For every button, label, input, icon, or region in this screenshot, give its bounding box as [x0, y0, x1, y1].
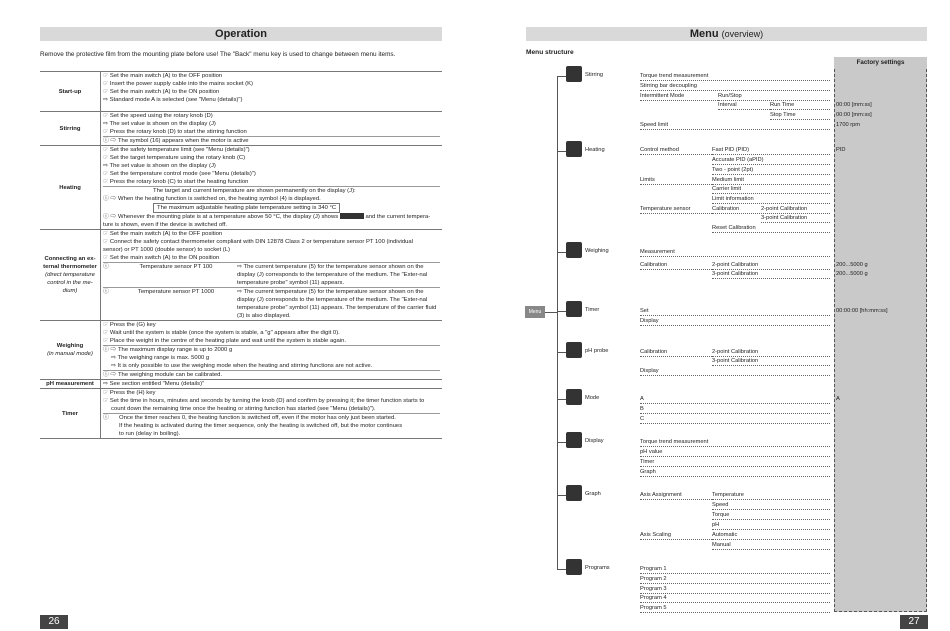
menu-item-label: Program 4 [640, 595, 667, 601]
menu-item[interactable] [640, 576, 830, 584]
menu-group-label[interactable]: pH probe [585, 348, 609, 354]
table-row [40, 146, 442, 230]
row-head: pH measurement [40, 380, 101, 389]
menu-item[interactable] [640, 122, 830, 130]
instruction-line: ☞ Set the main switch (A) to the OFF position [103, 73, 223, 79]
instruction-line: ☞ Set the speed using the rotary knob (D) [103, 113, 213, 119]
instruction-line: ☞ Set the time in hours, minutes and seconds by turning the knob (D) and confirm by pressing it; the timer function starts to [103, 398, 425, 404]
mode-icon [566, 389, 582, 405]
menu-item[interactable] [640, 439, 830, 447]
info-note: to run (delay in boiling). [119, 431, 181, 437]
menu-item-label: Torque [712, 512, 730, 518]
page-title: Operation [215, 28, 267, 40]
instruction-line: ☞ Set the temperature control mode (see "Menu (details)") [103, 171, 256, 177]
menu-item-label: Axis Scaling [640, 532, 671, 538]
menu-item-label: Run/Stop [718, 93, 742, 99]
row-head-title: Connecting an ex-ternal thermometer [43, 256, 97, 270]
heating-icon [566, 141, 582, 157]
menu-item-label: Measurement [640, 249, 675, 255]
instruction-line: ☞ Place the weight in the centre of the heating plate and wait until the system is stable again. [103, 338, 347, 344]
instruction-line: ⇨ The set value is shown on the display (J) [103, 163, 216, 169]
sensor-text: ⇨ The current temperature (5) for the temperature sensor shown on the display (J) corresponds to the temperature of the medium. The "Exter-nal temperature probe" symbol (11) appears. [237, 264, 428, 286]
menu-item-label: Program 2 [640, 576, 667, 582]
factory-settings-header: Factory settings [834, 57, 927, 69]
menu-item[interactable] [712, 532, 830, 540]
info-note: ⇨ The weighing range is max. 5000 g [111, 355, 210, 361]
menu-item-label: Two - point (2pt) [712, 167, 754, 173]
menu-item-label: Program 1 [640, 566, 667, 572]
menu-item[interactable] [712, 167, 830, 175]
menu-item[interactable] [712, 196, 830, 204]
menu-item-label: Limit information [712, 196, 754, 202]
menu-item-label: Manual [712, 542, 731, 548]
menu-item[interactable] [640, 469, 830, 477]
row-head-sub: (direct temperature control in the me-dium) [45, 272, 95, 294]
info-note: ⓘ ⇨ The maximum display range is up to 2000 g [103, 345, 440, 354]
instruction-line: ☞ Connect the safety contact thermometer compliant with DIN 12878 Class 2 or temperature sensor PT 100 (individual [103, 239, 413, 245]
factory-setting-value: 00:00 [mm:ss] [836, 112, 872, 118]
factory-setting-value: 200...5000 g [836, 271, 868, 277]
menu-group-label[interactable]: Graph [585, 491, 601, 497]
menu-item-label: Stop Time [770, 112, 796, 118]
instruction-line: ☞ Set the safety temperature limit (see "Menu (details)") [103, 147, 250, 153]
menu-item-label: Automatic [712, 532, 738, 538]
menu-item-label: Intermittent Mode [640, 93, 685, 99]
menu-item[interactable] [640, 396, 830, 404]
table-row [40, 321, 442, 380]
menu-item-label: A [640, 396, 644, 402]
menu-group-label[interactable]: Stirring [585, 72, 604, 78]
ph-probe-icon [566, 342, 582, 358]
info-note: Once the timer reaches 0, the heating function is switched off, even if the motor has only just been started. [119, 415, 396, 421]
weighing-icon [566, 242, 582, 258]
info-note: and the current tempera- [365, 214, 431, 220]
menu-item-label: Calibration [640, 262, 668, 268]
menu-item-label: Set [640, 308, 649, 314]
info-icon: ⓘ [103, 415, 109, 421]
row-head: Stirring [40, 112, 101, 146]
menu-group-label[interactable]: Programs [585, 565, 610, 571]
menu-item[interactable] [712, 522, 830, 530]
menu-item[interactable] [640, 586, 830, 594]
row-head: Heating [40, 146, 101, 230]
row-head: Timer [40, 389, 101, 439]
right-page-title-bar [526, 27, 927, 41]
instruction-line: ⇨ The set value is shown on the display (J) [103, 121, 216, 127]
instruction-line: ☞ Press the rotary knob (D) to start the stirring function [103, 129, 247, 135]
info-icon: ⓘ [103, 289, 109, 295]
menu-item[interactable] [640, 416, 830, 424]
menu-group-label[interactable]: Mode [585, 395, 600, 401]
menu-item[interactable] [640, 73, 830, 81]
instruction-line: ⇨ Standard mode A is selected (see "Menu (details)") [103, 97, 243, 103]
menu-item[interactable] [712, 177, 830, 185]
menu-item[interactable] [712, 542, 830, 550]
info-note: The target and current temperature are shown permanently on the display (J): [103, 186, 440, 195]
menu-branch-line [557, 399, 566, 400]
sensor-label: Temperature sensor PT 100 [139, 264, 213, 270]
factory-setting-value: 00:00:00 [hh:mm:ss] [836, 308, 888, 314]
info-note: ⇨ It is only possible to use the weighing mode when the heating and stirring functions are not active. [111, 363, 373, 369]
intro-text: Remove the protective film from the mounting plate before use! The "Back" menu key is used to change between menu items. [40, 51, 396, 58]
menu-item-label: 2-point Calibration [712, 262, 759, 268]
menu-item-label: Run Time [770, 102, 795, 108]
factory-setting-value: A [836, 396, 840, 402]
menu-item-label: B [640, 406, 644, 412]
instruction-line: ☞ Wait until the system is stable (once the system is stable, a "g" appears after the digit 0). [103, 330, 340, 336]
row-head-title: Weighing [56, 343, 84, 349]
left-page-title-bar [40, 27, 442, 41]
menu-item-label: Timer [640, 459, 655, 465]
menu-branch-line [557, 76, 566, 77]
menu-item[interactable] [712, 271, 830, 279]
menu-structure-label: Menu structure [526, 49, 574, 56]
menu-branch-line [557, 569, 566, 570]
instruction-line: ☞ Set the main switch (A) to the ON position [103, 89, 220, 95]
menu-item-label: Stirring bar decoupling [640, 83, 697, 89]
menu-item[interactable] [640, 449, 830, 457]
menu-item[interactable] [712, 492, 830, 500]
table-row [40, 230, 442, 321]
menu-item-label: pH value [640, 449, 663, 455]
menu-item[interactable] [640, 318, 830, 326]
menu-group-label[interactable]: Weighing [585, 248, 609, 254]
menu-item[interactable] [640, 566, 830, 574]
sensor-label: Temperature sensor PT 1000 [137, 289, 215, 295]
menu-item-label: Temperature sensor [640, 206, 691, 212]
menu-item[interactable] [640, 595, 830, 603]
menu-item-label: C [640, 416, 645, 422]
menu-branch-line [557, 495, 566, 496]
factory-settings-column [834, 69, 927, 612]
menu-item-label: Interval [718, 102, 737, 108]
row-head: Start-up [40, 72, 101, 112]
menu-item-label: Reset Calibration [712, 225, 756, 231]
instruction-line: ☞ Press the rotary knob (C) to start the heating function [103, 179, 249, 185]
menu-item[interactable] [712, 186, 830, 194]
menu-item-label: Torque trend measurement [640, 73, 709, 79]
row-head-sub: (in manual mode) [47, 351, 93, 357]
menu-item-label: Display [640, 368, 659, 374]
row-head [40, 321, 101, 380]
menu-item-label: Control method [640, 147, 679, 153]
menu-title: Menu [689, 28, 719, 40]
menu-item-label: 3-point Calibration [712, 271, 759, 277]
info-icon: ⓘ [103, 264, 109, 270]
table-row [40, 380, 442, 389]
sensor-text: ⇨ The current temperature (5) for the temperature sensor shown on the display (J) corresponds to the temperature of the medium. The "Exter-nal temperature probe" symbol (11) appears. The temperature of the carrier fluid (3) is also displayed. [237, 289, 437, 319]
instruction-line: ☞ Press the (G) key [103, 322, 156, 328]
menu-branch-line [557, 442, 566, 443]
info-note: ⓘ ⇨ The symbol (16) appears when the motor is active [103, 136, 440, 145]
menu-item[interactable] [640, 368, 830, 376]
instruction-line: ☞ Set the main switch (A) to the ON position [103, 255, 220, 261]
menu-item-label: Display [640, 318, 659, 324]
menu-item-label: Speed limit [640, 122, 669, 128]
instruction-line: ☞ Press the (H) key [103, 390, 156, 396]
menu-branch-line [557, 151, 566, 152]
menu-item[interactable] [712, 512, 830, 520]
menu-item-label: Limits [640, 177, 655, 183]
menu-branch-line [557, 311, 566, 312]
instruction-line: ☞ Set the target temperature using the rotary knob (C) [103, 155, 246, 161]
menu-item-label: 3-point Calibration [761, 215, 808, 221]
menu-item[interactable] [640, 459, 830, 467]
menu-item[interactable] [761, 215, 830, 223]
table-row [40, 389, 442, 439]
hot-display-icon [340, 213, 364, 219]
menu-item[interactable] [640, 308, 830, 316]
menu-item[interactable] [640, 249, 830, 257]
menu-item-label: Graph [640, 469, 656, 475]
factory-setting-value: 1700 rpm [836, 122, 861, 128]
instruction-line: ⇨ See section entitled "Menu (details)" [103, 381, 205, 387]
timer-icon [566, 301, 582, 317]
operation-table [40, 71, 442, 439]
factory-setting-value: 200...5000 g [836, 262, 868, 268]
page-number-right: 27 [900, 615, 928, 629]
menu-item-label: pH [712, 522, 720, 528]
menu-item[interactable] [640, 406, 830, 414]
menu-item[interactable] [770, 102, 830, 110]
menu-item[interactable] [712, 358, 830, 366]
instruction-line: ☞ Insert the power supply cable into the mains socket (K) [103, 81, 253, 87]
menu-item-label: Speed [712, 502, 729, 508]
display-icon [566, 432, 582, 448]
menu-item[interactable] [761, 206, 830, 214]
menu-item[interactable] [712, 502, 830, 510]
factory-setting-value: PID [836, 147, 846, 153]
menu-group-label[interactable]: Display [585, 438, 604, 444]
menu-branch-line [557, 252, 566, 253]
menu-item-label: 3-point Calibration [712, 358, 759, 364]
graph-icon [566, 485, 582, 501]
info-note: If the heating is activated during the timer sequence, only the heating is switched off, but the motor continues [119, 423, 403, 429]
info-note: ⓘ ⇨ The weighing module can be calibrated. [103, 370, 440, 379]
menu-item[interactable] [712, 225, 830, 233]
info-note: ⓘ ⇨ Whenever the mounting plate is at a temperature above 50 °C, the display (J) shows [103, 214, 339, 220]
menu-item[interactable] [712, 157, 830, 165]
instruction-line: sensor) or PT 1000 (double sensor) to socket (L) [103, 247, 230, 253]
instruction-line: ☞ Set the main switch (A) to the OFF position [103, 231, 223, 237]
menu-item-label: 2-point Calibration [761, 206, 808, 212]
programs-icon [566, 559, 582, 575]
page-number-left: 26 [40, 615, 68, 629]
table-row [40, 112, 442, 146]
menu-item[interactable] [640, 83, 830, 91]
menu-item-label: Carrier limit [712, 186, 742, 192]
menu-title-sub: (overview) [721, 29, 764, 39]
stirring-icon [566, 66, 582, 82]
row-head [40, 230, 101, 321]
info-note: ⓘ ⇨ When the heating function is switched on, the heating symbol (4) is displayed. [103, 196, 321, 202]
menu-item-label: Axis Assignment [640, 492, 682, 498]
info-note: ture is shown, even if the device is switched off. [103, 222, 227, 228]
menu-item[interactable] [712, 349, 830, 357]
menu-item[interactable] [712, 147, 830, 155]
factory-setting-value: 00:00 [mm:ss] [836, 102, 872, 108]
instruction-line: count down the remaining time once the heating or stirring function has started (see "Menu (details)"). [111, 406, 376, 412]
menu-item[interactable] [718, 93, 830, 101]
menu-item-label: Accurate PID (aPID) [712, 157, 764, 163]
menu-item[interactable] [640, 605, 830, 613]
menu-item[interactable] [712, 262, 830, 270]
menu-item[interactable] [770, 112, 830, 120]
menu-item-label: Program 3 [640, 586, 667, 592]
menu-item-label: Temperature [712, 492, 744, 498]
menu-connector [545, 312, 557, 313]
menu-item-label: Torque trend measurement [640, 439, 709, 445]
menu-item-label: Calibration [640, 349, 668, 355]
menu-item-label: Medium limit [712, 177, 744, 183]
max-temp-box: The maximum adjustable heating plate temperature setting is 340 °C [153, 203, 340, 213]
menu-item-label: Fast PID (PID) [712, 147, 749, 153]
menu-item-label: 2-point Calibration [712, 349, 759, 355]
menu-item-label: Calibration [712, 206, 740, 212]
menu-branch-line [557, 352, 566, 353]
menu-item-label: Program 5 [640, 605, 667, 611]
menu-group-label[interactable]: Timer [585, 307, 600, 313]
menu-group-label[interactable]: Heating [585, 147, 605, 153]
menu-button[interactable]: Menu [525, 306, 545, 318]
table-row [40, 72, 442, 112]
